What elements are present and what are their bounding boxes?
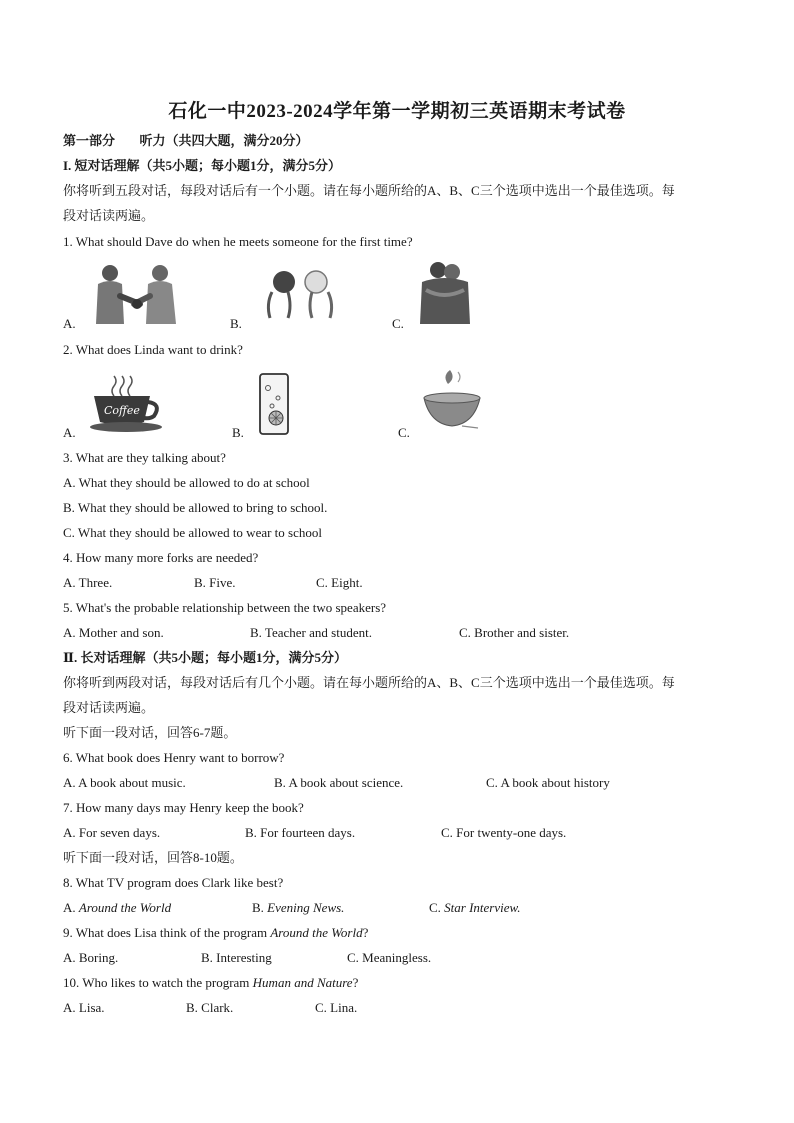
question-10 — [63, 975, 358, 991]
q8-option-a-prefix: A. — [63, 900, 79, 915]
question-4: 4. How many more forks are needed? — [63, 550, 259, 565]
section2-instructions-line2: 段对话读两遍。 — [63, 700, 155, 715]
exam-title: 石化一中2023-2024学年第一学期初三英语期末考试卷 — [168, 101, 626, 122]
q5-option-a: A. Mother and son. — [63, 625, 164, 640]
q9-option-a: A. Boring. — [63, 950, 119, 965]
question-5: 5. What's the probable relationship between the two speakers? — [63, 600, 387, 615]
section1-instructions-line2: 段对话读两遍。 — [63, 208, 155, 223]
q9-option-c: C. Meaningless. — [347, 950, 432, 965]
dialog2-intro: 听下面一段对话，回答8-10题。 — [63, 850, 243, 865]
dialog1-intro: 听下面一段对话，回答6-7题。 — [63, 725, 237, 740]
tea-cup-picture — [420, 366, 484, 437]
q6-option-b: B. A book about science. — [274, 775, 404, 790]
section2-instructions-line1: 你将听到两段对话，每段对话后有几个小题。请在每小题所给的A、B、C三个选项中选出一个最佳选项。每 — [63, 675, 675, 690]
q8-option-b-title: Evening News. — [267, 900, 345, 915]
part1-heading-a: 第一部分 — [63, 133, 116, 148]
q4-option-c: C. Eight. — [316, 575, 363, 590]
q10-option-b: B. Clark. — [186, 1000, 234, 1015]
question-2: 2. What does Linda want to drink? — [63, 342, 243, 357]
q5-option-b: B. Teacher and student. — [250, 625, 372, 640]
q2-label-a: A. — [63, 425, 76, 440]
q5-option-c: C. Brother and sister. — [459, 625, 570, 640]
q4-option-b: B. Five. — [194, 575, 236, 590]
question-9-title: Around the World — [270, 925, 363, 940]
section1-instructions-line1: 你将听到五段对话，每段对话后有一个小题。请在每小题所给的A、B、C三个选项中选出一个最佳选项。每 — [63, 183, 675, 198]
q1-label-b: B. — [230, 316, 242, 331]
part1-heading-b: 听力（共四大题，满分20分） — [139, 133, 309, 148]
q9-option-b: B. Interesting — [201, 950, 272, 965]
question-1: 1. What should Dave do when he meets someone for the first time? — [63, 234, 413, 249]
bowing-picture — [258, 262, 342, 325]
question-10-title: Human and Nature — [252, 975, 353, 990]
q7-option-b: B. For fourteen days. — [245, 825, 356, 840]
q2-label-b: B. — [232, 425, 244, 440]
handshake-picture — [92, 262, 182, 331]
q3-option-c: C. What they should be allowed to wear to school — [63, 525, 322, 540]
q2-label-c: C. — [398, 425, 410, 440]
q8-option-a-title: Around the World — [78, 900, 172, 915]
question-7: 7. How many days may Henry keep the book? — [63, 800, 304, 815]
hugging-picture — [416, 260, 474, 331]
q8-option-b — [252, 900, 344, 916]
q8-option-c-title: Star Interview. — [444, 900, 521, 915]
question-9-prefix: 9. What does Lisa think of the program — [63, 925, 271, 940]
q4-option-a: A. Three. — [63, 575, 113, 590]
q10-option-a: A. Lisa. — [63, 1000, 105, 1015]
question-6: 6. What book does Henry want to borrow? — [63, 750, 285, 765]
q6-option-a: A. A book about music. — [63, 775, 186, 790]
question-9-suffix: ? — [362, 925, 369, 940]
q1-label-a: A. — [63, 316, 76, 331]
q3-option-b: B. What they should be allowed to bring to school. — [63, 500, 328, 515]
coffee-cup-picture — [88, 372, 168, 439]
q7-option-c: C. For twenty-one days. — [441, 825, 567, 840]
q8-option-a — [63, 900, 171, 916]
coffee-cup-text: Coffee — [104, 404, 140, 417]
question-8: 8. What TV program does Clark like best? — [63, 875, 284, 890]
question-10-prefix: 10. Who likes to watch the program — [63, 975, 253, 990]
question-9 — [63, 925, 368, 941]
q8-option-c — [429, 900, 520, 916]
section1-heading: I. 短对话理解（共5小题；每小题1分，满分5分） — [63, 158, 342, 173]
q10-option-c: C. Lina. — [315, 1000, 358, 1015]
q8-option-c-prefix: C. — [429, 900, 445, 915]
part1-heading — [63, 133, 309, 149]
q6-option-c: C. A book about history — [486, 775, 610, 790]
q3-option-a: A. What they should be allowed to do at school — [63, 475, 310, 490]
lemonade-glass-picture — [256, 372, 292, 441]
q8-option-b-prefix: B. — [252, 900, 268, 915]
section2-heading: Ⅱ. 长对话理解（共5小题；每小题1分，满分5分） — [63, 650, 347, 665]
question-3: 3. What are they talking about? — [63, 450, 226, 465]
q1-label-c: C. — [392, 316, 404, 331]
question-10-suffix: ? — [352, 975, 359, 990]
q7-option-a: A. For seven days. — [63, 825, 161, 840]
